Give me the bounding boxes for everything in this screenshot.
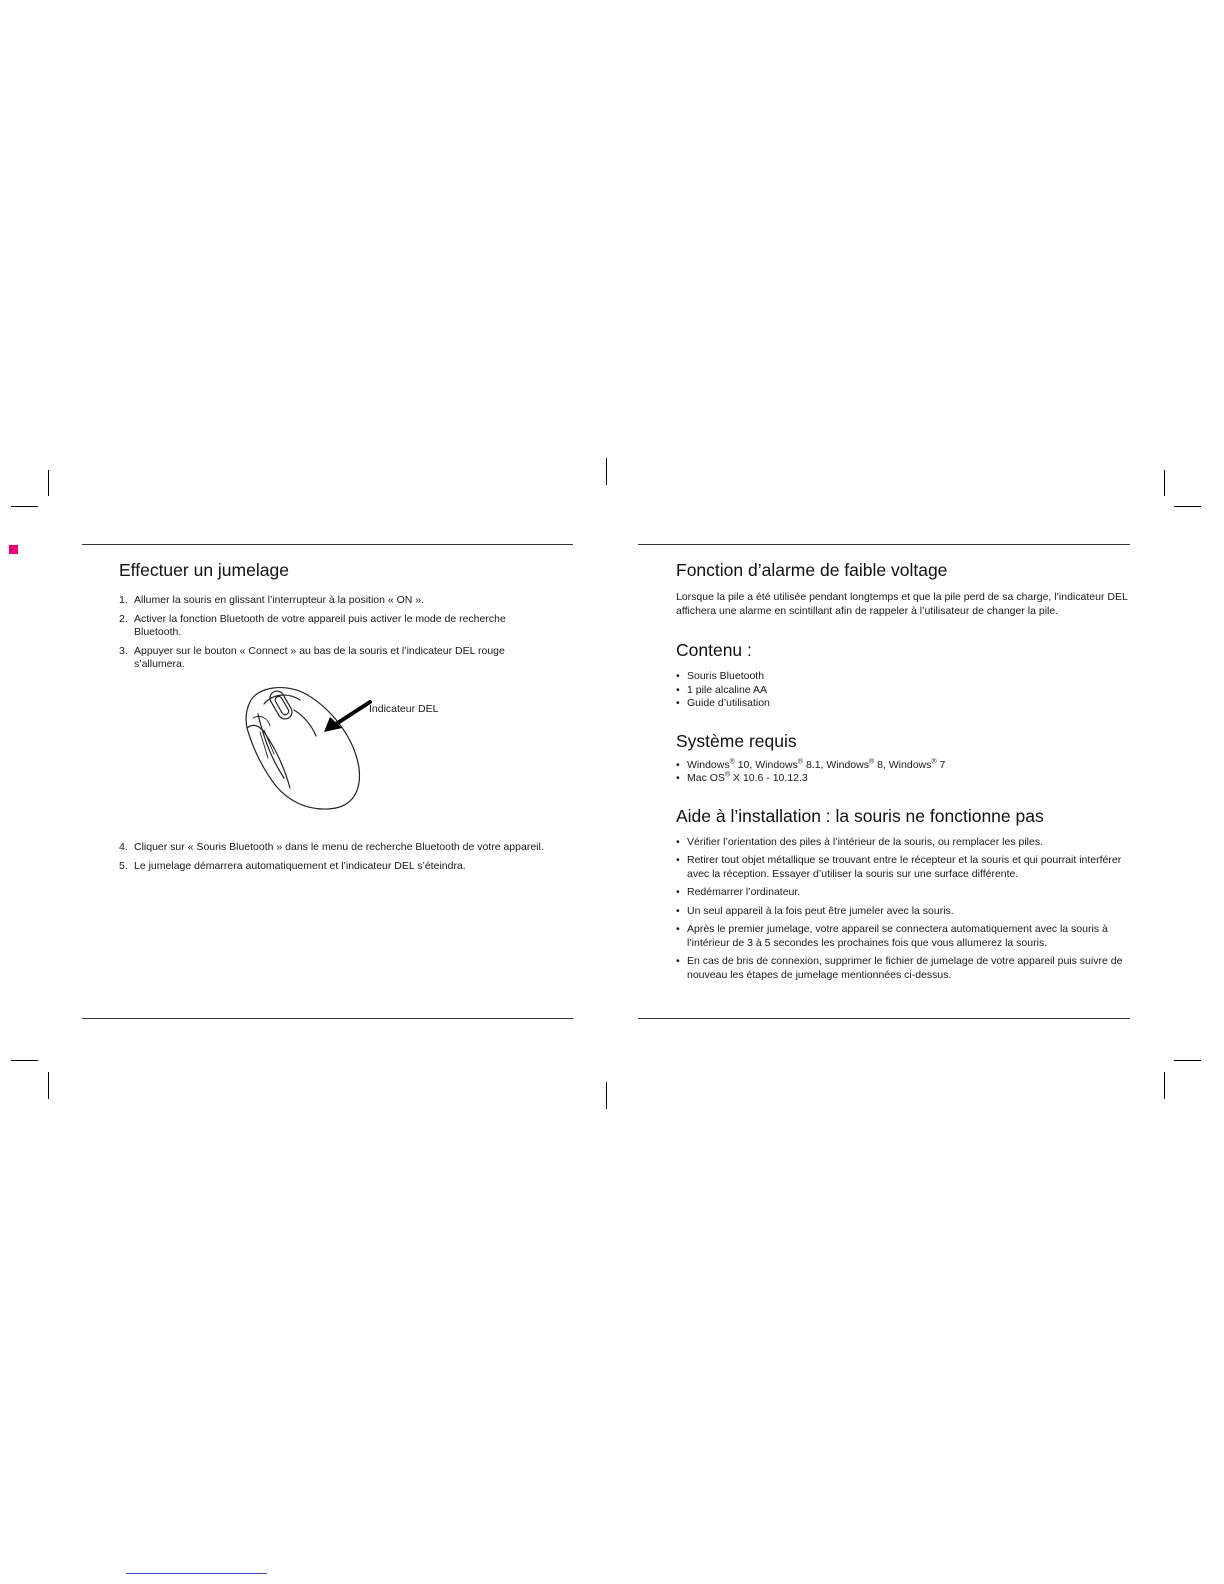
bottom-rule-left: [82, 1018, 573, 1019]
crop-mark: [1174, 506, 1201, 507]
install-help-list: [676, 836, 1126, 983]
list-item: • Retirer tout objet métallique se trouvant entre le récepteur et la souris et qui pourrait interférer avec la réception. Essayer d’utiliser la souris sur une surface différente.: [676, 854, 1126, 881]
list-item: 4. Cliquer sur « Souris Bluetooth » dans le menu de recherche Bluetooth de votre appareil.: [119, 841, 544, 853]
crop-mark: [48, 1072, 49, 1099]
mouse-side-contour: [247, 725, 290, 788]
pairing-heading: Effectuer un jumelage: [119, 560, 289, 580]
top-rule-right: [638, 544, 1130, 545]
crop-mark: [1174, 1060, 1201, 1061]
bottom-rule-right: [638, 1018, 1130, 1019]
color-registration-square: [9, 545, 18, 554]
list-item: • Guide d’utilisation: [676, 697, 1138, 711]
list-item: • Un seul appareil à la fois peut être jumeler avec la souris.: [676, 905, 1126, 919]
list-item: • Mac OS® X 10.6 - 10.12.3: [676, 772, 1138, 786]
crop-mark: [1164, 1072, 1165, 1099]
list-item: 1. Allumer la souris en glissant l’interrupteur à la position « ON ».: [119, 594, 425, 606]
list-item: • Redémarrer l’ordinateur.: [676, 886, 1126, 900]
crop-mark: [48, 470, 49, 496]
crop-mark: [606, 458, 607, 485]
list-item: • Vérifier l’orientation des piles à l’intérieur de la souris, ou remplacer les piles.: [676, 836, 1126, 850]
list-item: 2. Activer la fonction Bluetooth de votre appareil puis activer le mode de recherche Bluetooth.: [119, 612, 506, 638]
install-help-heading: Aide à l’installation : la souris ne fonctionne pas: [676, 805, 1044, 826]
list-item: 3. Appuyer sur le bouton « Connect » au bas de la souris et l’indicateur DEL rouge s’allumera.: [119, 644, 505, 670]
scroll-wheel: [267, 689, 294, 722]
top-rule-left: [82, 544, 573, 545]
system-requirements-heading: Système requis: [676, 730, 797, 751]
crop-mark: [1164, 470, 1165, 496]
list-item: • Après le premier jumelage, votre appareil se connectera automatiquement avec la souris à l’intérieur de 3 à 5 secondes les prochaines fois que vous allumerez la souris.: [676, 923, 1126, 950]
low-voltage-text: Lorsque la pile a été utilisée pendant longtemps et que la pile perd de sa charge, l’indicateur DEL affichera une alarme en scintillant afin de rappeler à l’utilisateur de changer la pile.: [676, 591, 1128, 617]
system-list: [676, 759, 1138, 786]
link-underline: [126, 1573, 267, 1574]
pairing-steps-continued: [119, 841, 579, 873]
list-item: 5. Le jumelage démarrera automatiquement et l’indicateur DEL s’éteindra.: [119, 859, 466, 872]
left-page-lower: [119, 841, 579, 878]
list-item: • Souris Bluetooth: [676, 670, 1138, 684]
contents-heading: Contenu :: [676, 640, 752, 660]
list-item: • 1 pile alcaline AA: [676, 684, 1138, 698]
crop-mark: [11, 1060, 38, 1061]
crop-mark: [11, 506, 38, 507]
list-item: • Windows® 10, Windows® 8.1, Windows® 8, Windows® 7: [676, 759, 1138, 773]
arrow-icon: [322, 700, 372, 734]
contents-list: [676, 670, 1138, 711]
crop-mark: [606, 1082, 607, 1109]
pairing-steps: [119, 594, 539, 672]
led-indicator-label: Indicateur DEL: [369, 703, 439, 715]
list-item: • En cas de bris de connexion, supprimer le fichier de jumelage de votre appareil puis suivre de nouveau les étapes de jumelage mentionnées ci-dessus.: [676, 955, 1126, 982]
right-page: [676, 560, 1138, 987]
left-page: [119, 560, 574, 677]
low-voltage-heading: Fonction d’alarme de faible voltage: [676, 560, 948, 580]
